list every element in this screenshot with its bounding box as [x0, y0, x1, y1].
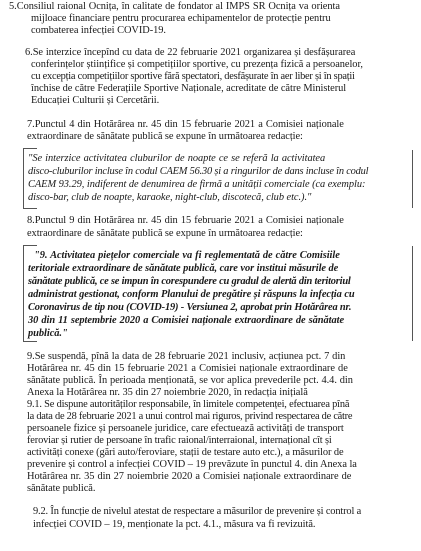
text-line: la data de 28 februarie 2021 a unui control mai riguros, privind respectarea de către	[27, 411, 353, 422]
text-line: 9.1. Se dispune autorităților responsabile, în limitele competenței, efectuarea pînă	[27, 399, 350, 410]
text-line: Anexa la Hotărârea nr. 35 din 27 noiembrie 2020, în redacția inițială	[27, 387, 308, 398]
text-line: Hotărârea nr. 45 din 15 februarie 2021 a Comisiei naționale extraordinare de	[27, 363, 348, 374]
text-line: 9.2. În funcție de nivelul atestat de respectare a măsurilor de prevenire și control a	[33, 506, 362, 517]
text-line: extraordinare de sănătate publică se expune în următoarea redacție:	[27, 228, 303, 239]
quote-line: CAEM 93.29, indiferent de denumirea de firmă a unității comerciale (ca exemplu:	[28, 179, 366, 190]
text-line: Hotărârea nr. 35 din 27 noiembrie 2020 a Comisiei naționale extraordinare de	[27, 471, 352, 482]
text-line: închise de către Federațiile Sportive Naționale, acreditate de către Ministerul	[31, 83, 347, 94]
quote-line: Coronavirus de tip nou (COVID-19) - Versiunea 2, aprobat prin Hotărârea nr.	[28, 302, 352, 313]
text-line: combaterea infecției COVID-19.	[31, 25, 166, 36]
text-line: sănătate publică.	[27, 483, 96, 494]
quote-line: "9. Activitatea piețelor comerciale va fi reglementată de către Comisiile	[34, 250, 340, 261]
text-line: activități conexe (gări auto/feroviare, stații de testare auto etc.), a măsurilor de	[27, 447, 344, 458]
text-line: feroviar și rutier de persoane în trafic raional/interraional, internațional cît și	[27, 435, 332, 446]
text-line: mijloace financiare pentru procurarea echipamentelor de protecție pentru	[31, 13, 331, 24]
quote-line: administrat gestionat, conform Planului de pregătire și răspuns la infecția cu	[28, 289, 355, 300]
text-line: sănătate publică. În perioada menționată, se vor aplica prevederile pct. 4.4. din	[27, 375, 353, 386]
text-line: 6.Se interzice începînd cu data de 22 februarie 2021 organizarea și desfășurarea	[25, 47, 356, 58]
text-line: persoanele fizice și persoanele juridice, care efectuează activități de transport	[27, 423, 344, 434]
quote-line: publică."	[28, 328, 68, 339]
text-line: 8.Punctul 9 din Hotărârea nr. 45 din 15 februarie 2021 a Comisiei naționale	[27, 215, 344, 226]
quote-line: "Se interzice activitatea cluburilor de noapte ce se referă la activitatea	[28, 153, 326, 164]
text-line: 7.Punctul 4 din Hotărârea nr. 45 din 15 februarie 2021 a Comisiei naționale	[27, 119, 344, 130]
quote-line: disco-cluburilor incluse în codul CAEM 56.30 și a ringurilor de dans incluse în codul	[28, 166, 369, 177]
text-line: prevenire și control a infecției COVID – 19 prevăzute în punctul 4. din Anexa la	[27, 459, 357, 470]
text-line: Educației Culturii și Cercetării.	[31, 95, 160, 106]
text-line: conferințelor științifice și competițiilor sportive, cu prezența fizică a persoanelor,	[31, 59, 363, 70]
text-line: cu excepția competițiilor sportive fără spectatori, desfășurate în aer liber și în spații	[31, 71, 355, 82]
quote-line: sănătate publică, ce se impun în corespundere cu gradul de alertă din teritoriul	[28, 276, 351, 287]
quote-line: 30 din 11 septembrie 2020 a Comisiei naționale extraordinare de sănătate	[28, 315, 345, 326]
text-line: 9.Se suspendă, pînă la data de 28 februarie 2021 inclusiv, acțiunea pct. 7 din	[27, 351, 346, 362]
quote-line: teritoriale extraordinare de sănătate publică, care vor institui măsurile de	[28, 263, 339, 274]
text-line: 5.Consiliul raional Ocnița, în calitate de fondator al IMPS SR Ocnița va orienta	[9, 1, 340, 12]
text-line: extraordinare de sănătate publică se expune în următoarea redacție:	[27, 131, 303, 142]
text-line: infecției COVID – 19, menționate la pct. 4.1., măsura va fi revizuită.	[33, 519, 316, 530]
quote-line: disco-bar, club de noapte, karaoke, night-club, discotecă, club etc.)."	[28, 192, 312, 203]
